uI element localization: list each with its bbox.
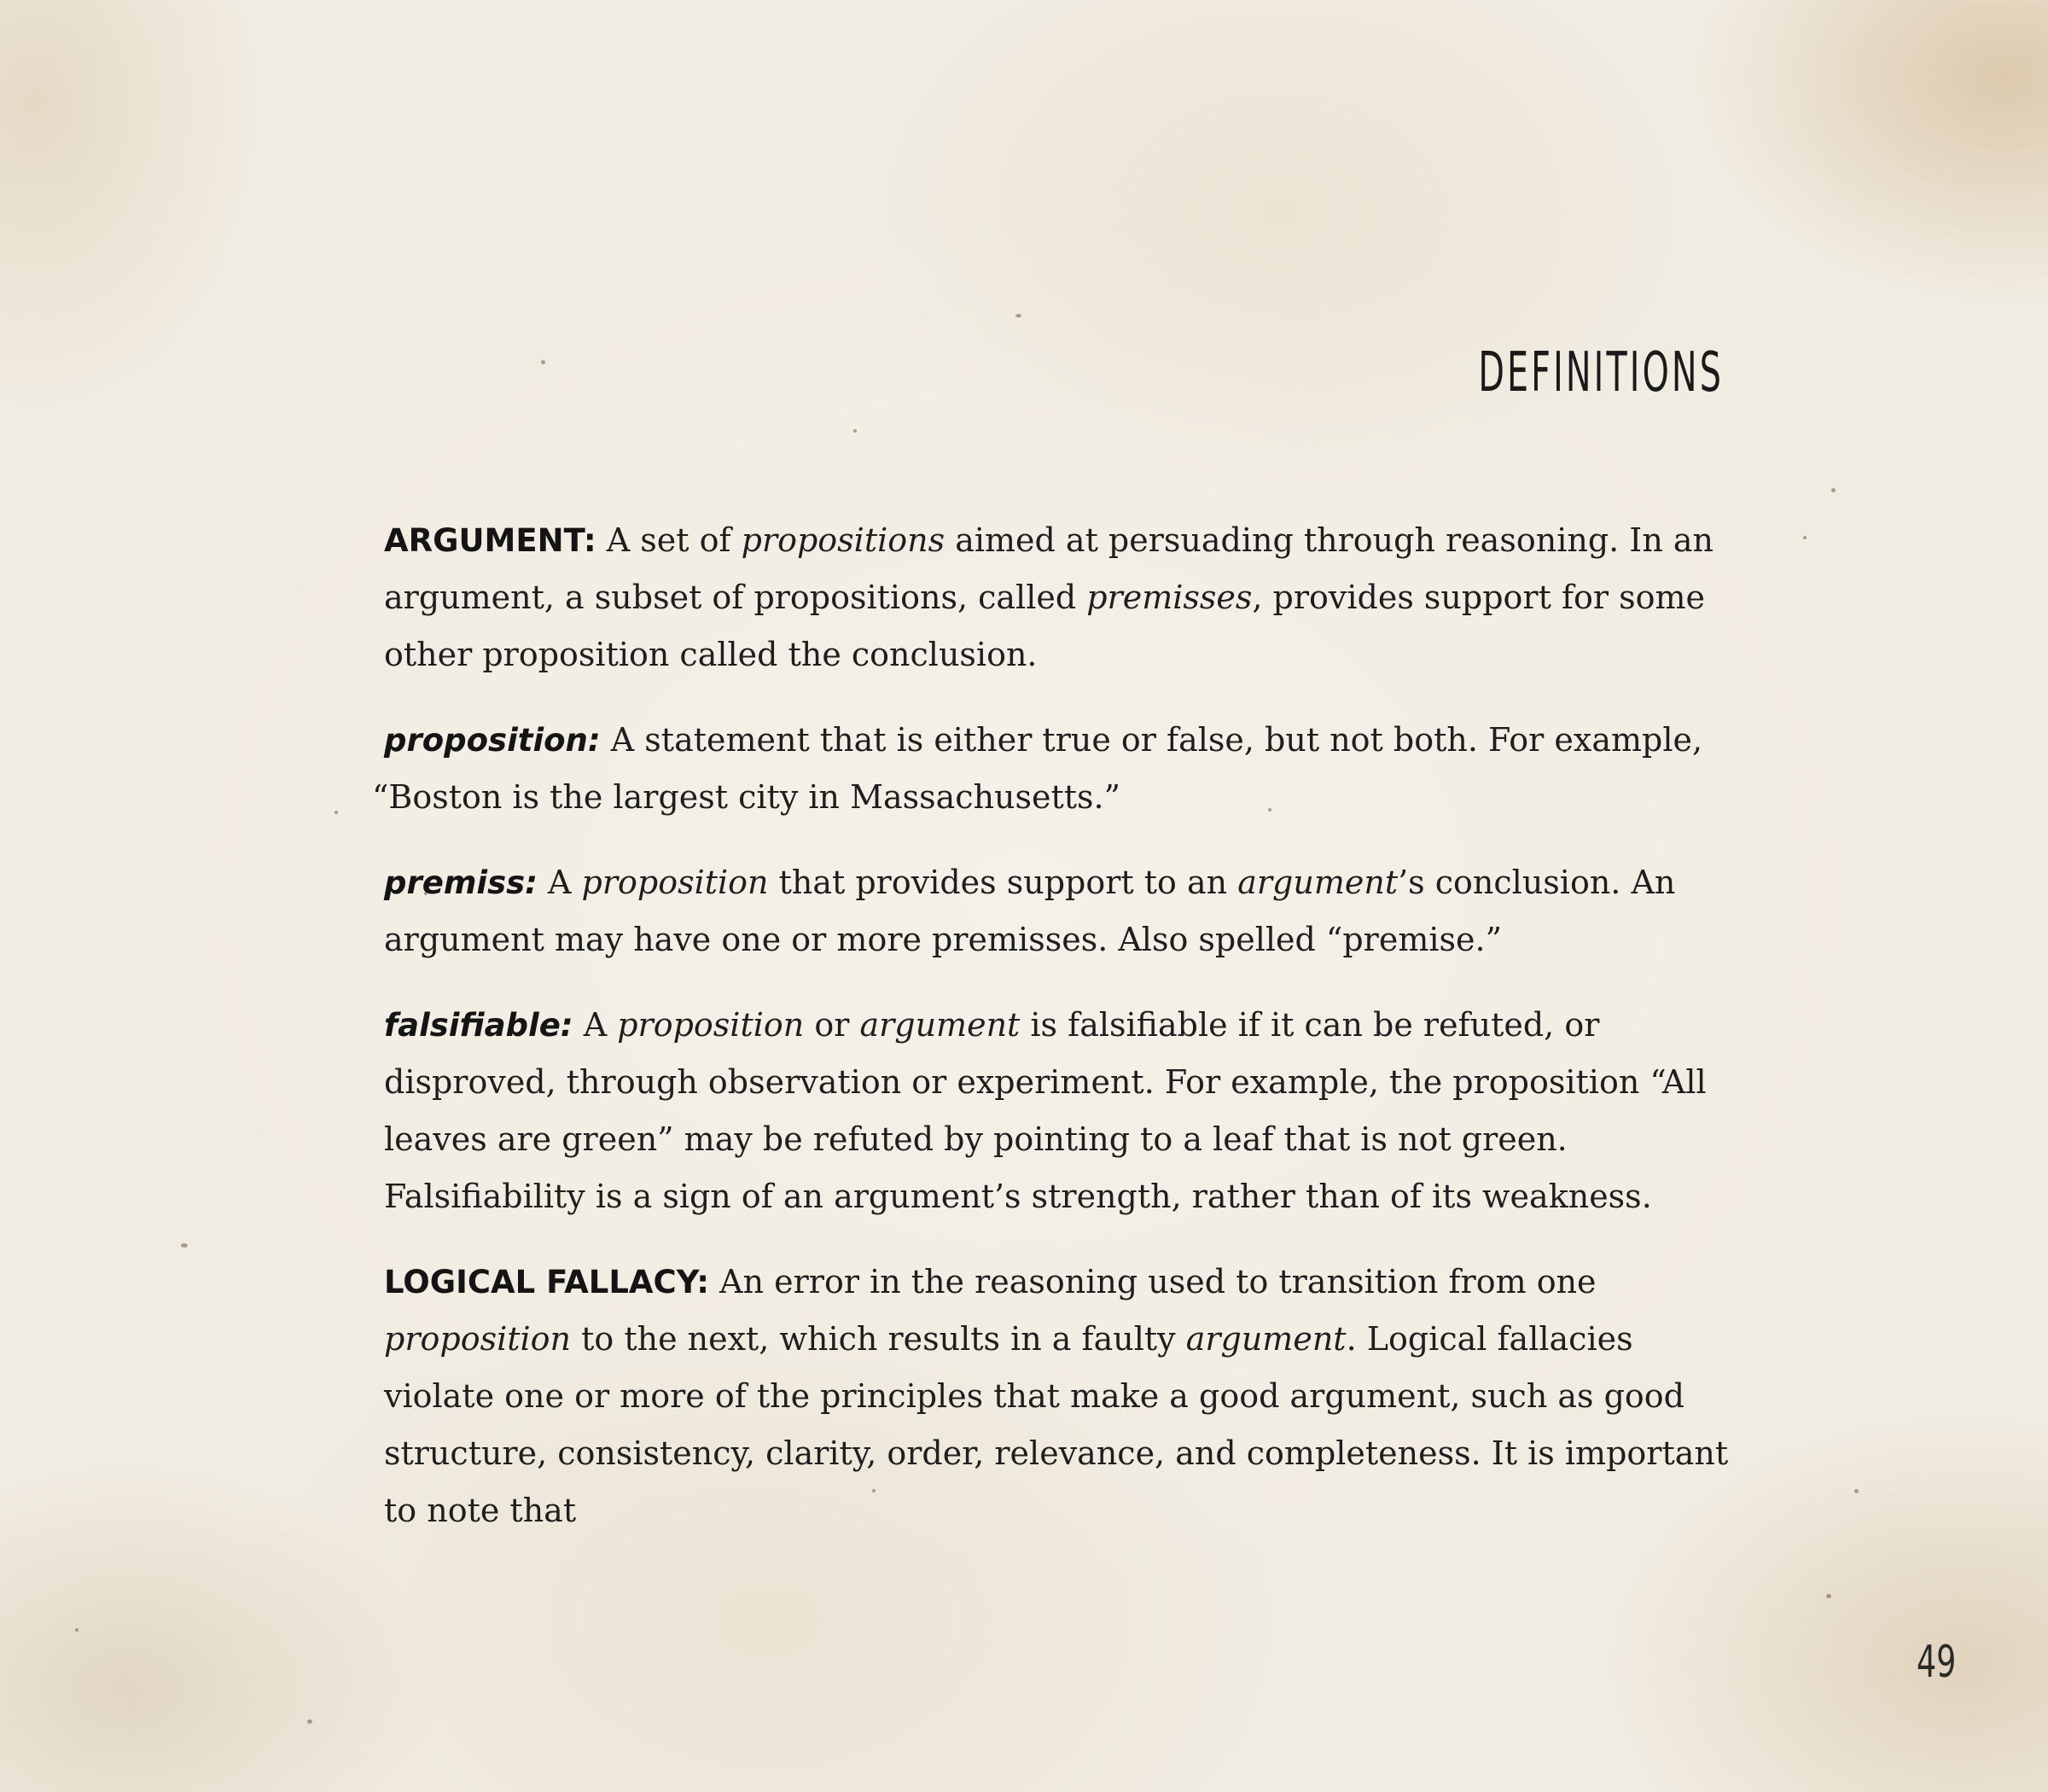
definition-text: . Logical fallacies violate one or more of the principles that make a good argument, such as good structure, consistency, clarity, order, relevance, and completeness. It is important to note that bbox=[384, 1320, 1729, 1529]
definition-text: A statement that is either true or false, but not both. For example, “Boston is the largest city in Massachusetts.” bbox=[372, 721, 1703, 816]
definition-emphasis: argument bbox=[1185, 1320, 1347, 1358]
definition-text: aimed at persuading through reasoning. In an argument, a subset of propositions, called bbox=[384, 521, 1713, 616]
definition-entry bbox=[384, 997, 1749, 1225]
definition-text: An error in the reasoning used to transition from one bbox=[709, 1263, 1597, 1300]
definition-emphasis: argument bbox=[1237, 864, 1399, 901]
paper-speck bbox=[1803, 536, 1807, 539]
paper-speck bbox=[1826, 1594, 1831, 1598]
paper-speck bbox=[1854, 1489, 1859, 1493]
definition-emphasis: proposition bbox=[617, 1006, 805, 1044]
definition-entry bbox=[384, 1254, 1749, 1539]
definition-term: ARGUMENT: bbox=[384, 522, 596, 559]
paper-speck bbox=[1831, 488, 1836, 492]
definition-text: A bbox=[573, 1006, 618, 1044]
paper-speck bbox=[75, 1628, 79, 1632]
definitions-list bbox=[372, 512, 1749, 1568]
definition-text: to the next, which results in a faulty bbox=[571, 1320, 1186, 1358]
definition-entry bbox=[384, 512, 1749, 684]
definition-emphasis: proposition bbox=[581, 864, 769, 901]
paper-speck bbox=[853, 429, 857, 433]
page-number: 49 bbox=[1917, 1637, 1957, 1688]
definition-emphasis: propositions bbox=[741, 521, 945, 559]
definition-term: LOGICAL FALLACY: bbox=[384, 1264, 710, 1300]
definition-text: A set of bbox=[596, 521, 742, 559]
definition-text: , provides support for some other proposition called the conclusion. bbox=[384, 579, 1706, 673]
page-title: DEFINITIONS bbox=[1478, 341, 1724, 404]
definition-text: that provides support to an bbox=[768, 864, 1238, 901]
definition-text: or bbox=[804, 1006, 860, 1044]
paper-speck bbox=[541, 360, 545, 364]
definition-text: ’s conclusion. An argument may have one or more premisses. Also spelled “premise.” bbox=[384, 864, 1676, 958]
paper-speck bbox=[335, 811, 338, 814]
definition-entry bbox=[384, 854, 1749, 969]
paper-speck bbox=[181, 1243, 188, 1248]
definition-emphasis: proposition bbox=[384, 1320, 572, 1358]
definition-term: premiss: bbox=[384, 864, 538, 901]
paper-speck bbox=[307, 1719, 312, 1724]
definition-term: proposition: bbox=[384, 722, 601, 759]
definition-emphasis: argument bbox=[859, 1006, 1021, 1044]
definition-emphasis: premisses bbox=[1086, 579, 1253, 616]
definition-text: A bbox=[537, 864, 582, 901]
definition-term: falsifiable: bbox=[384, 1007, 573, 1044]
definition-text: is falsifiable if it can be refuted, or disproved, through observation or experiment. For example, the proposition “All leaves are green” may be refuted by pointing to a leaf that is not green. Falsifiability is a sign of an argument’s strength, rather than of its weakness. bbox=[384, 1006, 1707, 1215]
definition-entry bbox=[372, 712, 1749, 826]
paper-speck bbox=[1015, 314, 1021, 317]
